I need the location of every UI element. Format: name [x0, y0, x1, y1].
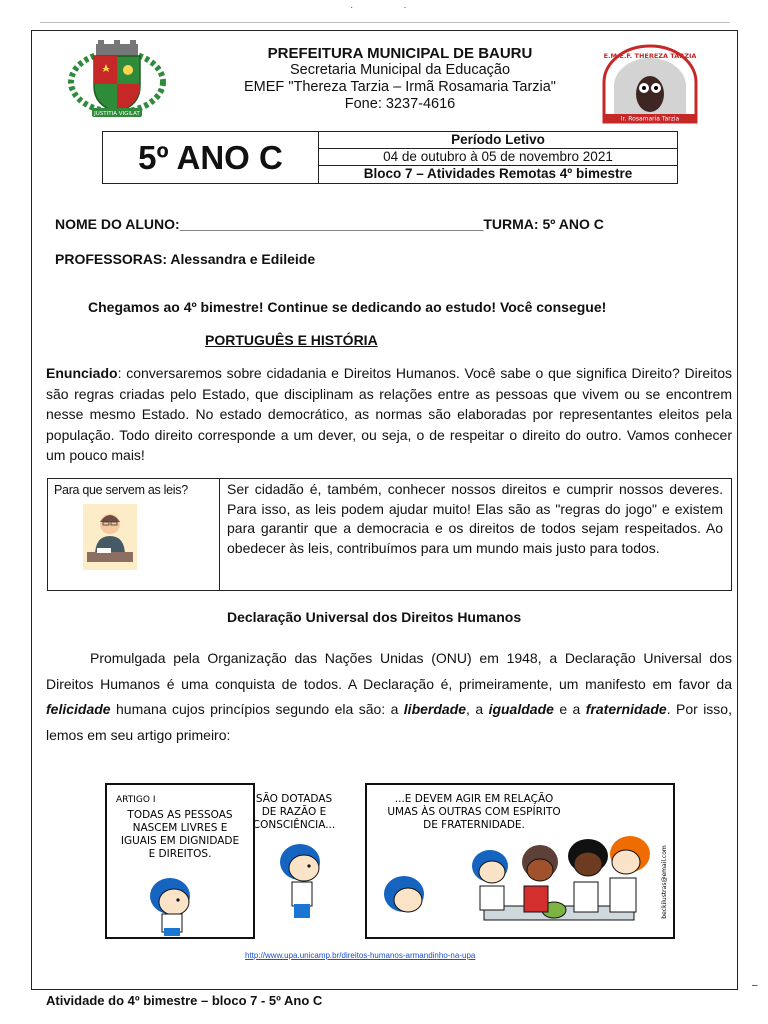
- declaration-title: Declaração Universal dos Direitos Humanos: [227, 609, 522, 625]
- declaration-text-5: . Por isso, lemos em seu artigo primeiro:: [46, 701, 732, 743]
- top-dots: ··: [350, 2, 457, 13]
- period-box: [318, 131, 678, 184]
- comic-p3-line2: UMAS ÀS OUTRAS COM ESPÍRITO: [387, 806, 561, 818]
- page-footer: Atividade do 4º bimestre – bloco 7 - 5º Ano C: [46, 993, 323, 1008]
- declaration-text-4: e a: [553, 701, 586, 717]
- declaration-text-1: Promulgada pela Organização das Nações Unidas (ONU) em 1948, a Declaração Universal dos Direitos Humanos é uma conquista de todos. A Declaração é, primeiramente, um manifesto em favor da: [46, 650, 732, 692]
- laws-table: [47, 478, 732, 591]
- comic-p1-line4: E DIREITOS.: [148, 848, 212, 860]
- header-title: PREFEITURA MUNICIPAL DE BAURU: [267, 45, 533, 62]
- comic-p1-line1: TODAS AS PESSOAS: [127, 809, 233, 821]
- declaration-paragraph: [46, 646, 732, 748]
- intro-message: Chegamos ao 4º bimestre! Continue se dedicando ao estudo! Você consegue!: [88, 299, 607, 315]
- corner-mark: –: [752, 980, 758, 991]
- comic-p2-line2: DE RAZÃO E: [261, 806, 327, 818]
- word-liberdade: liberdade: [403, 701, 467, 717]
- crest-motto: JUSTITIA VIGILAT: [94, 111, 140, 117]
- laws-question-cell: [48, 479, 220, 590]
- header-phone: Fone: 3237-4616: [344, 96, 456, 112]
- top-rule: [40, 22, 730, 23]
- grade-box: 5º ANO C: [102, 131, 319, 184]
- teacher-illustration: [83, 504, 137, 570]
- word-fraternidade: fraternidade: [585, 701, 667, 717]
- comic-p3-line1: ...E DEVEM AGIR EM RELAÇÃO: [394, 793, 554, 805]
- enunciado-paragraph: [46, 363, 732, 466]
- subject-heading: PORTUGUÊS E HISTÓRIA: [205, 332, 378, 348]
- declaration-text-2: humana cujos princípios segundo ela são: a: [110, 701, 404, 717]
- logo-text-top: E.M.E.F. THEREZA TARZIA: [603, 52, 697, 60]
- logo-text-bottom: Ir. Rosamaria Tarzia: [620, 115, 680, 123]
- boy-figure-2: [280, 844, 320, 918]
- armandinho-comic-strip: [104, 782, 676, 942]
- page-header: [150, 45, 650, 113]
- laws-question: Para que servem as leis?: [54, 483, 188, 497]
- teachers-line: PROFESSORAS: Alessandra e Edileide: [55, 251, 316, 267]
- comic-p1-title: ARTIGO I: [116, 795, 156, 805]
- period-label: Período Letivo: [319, 132, 677, 149]
- comic-p1-line2: NASCEM LIVRES E: [132, 822, 228, 834]
- period-dates: 04 de outubro à 05 de novembro 2021: [319, 149, 677, 166]
- header-school: EMEF "Thereza Tarzia – Irmã Rosamaria Tarzia": [244, 79, 556, 95]
- laws-answer: Ser cidadão é, também, conhecer nossos direitos e cumprir nossos deveres. Para isso, as leis podem ajudar muito! Elas são as "regras do jogo" e existem para garantir que a democracia e os direitos de todos sejam respeitados. Ao obedecer às leis, contribuímos para um mundo mais justo para todos.: [227, 481, 723, 556]
- source-link[interactable]: http://www.upa.unicamp.br/direitos-humanos-armandinho-na-upa: [245, 951, 476, 960]
- comic-p3-line3: DE FRATERNIDADE.: [423, 819, 525, 831]
- word-felicidade: felicidade: [46, 701, 111, 717]
- comic-signature: beckilustras@email.com: [661, 845, 668, 919]
- comic-p1-line3: IGUAIS EM DIGNIDADE: [120, 835, 240, 847]
- declaration-text-3: , a: [466, 701, 489, 717]
- word-igualdade: igualdade: [488, 701, 554, 717]
- comic-p2-line1: SÃO DOTADAS: [255, 793, 333, 805]
- header-secretariat: Secretaria Municipal da Educação: [289, 62, 511, 78]
- student-name-line: NOME DO ALUNO:_______________________________________TURMA: 5º ANO C: [55, 216, 604, 232]
- enunciado-text: : conversaremos sobre cidadania e Direitos Humanos. Você sabe o que significa Direito? Direitos são regras criadas pelo Estado, que disciplinam as relações entre as pessoas que vivem ou se encontrem nesse mesmo Estado. No estado democrático, as normas são elaboradas por representantes eleitos pela população. Todo direito corresponde a um dever, ou seja, o de respeitar o direito do outro. Vamos conhecer um pouco mais!: [46, 365, 732, 463]
- comic-p2-line3: CONSCIÊNCIA...: [252, 819, 336, 831]
- enunciado-label: Enunciado: [46, 365, 118, 381]
- block-label: Bloco 7 – Atividades Remotas 4º bimestre: [363, 166, 633, 181]
- school-owl-logo: [596, 44, 704, 124]
